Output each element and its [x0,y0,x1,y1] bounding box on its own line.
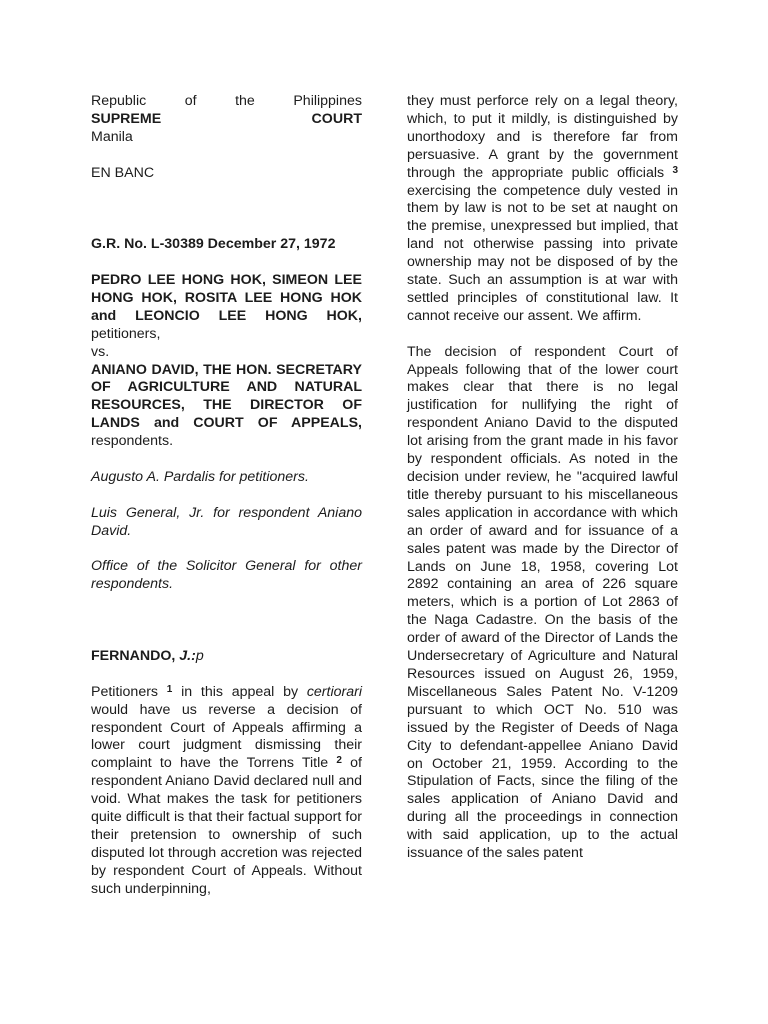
ponente-trail: p [195,647,204,664]
opinion-text: they must perforce rely on a legal theory, which, to put it mildly, is distinguished by unorthodoxy and is therefore far from persuasive. A grant by the government through the appropriate public officials [407,93,678,181]
left-column [91,93,362,899]
opinion-text: in this appeal by [172,683,307,700]
header-word: Republic [91,93,147,109]
right-column [407,93,678,863]
header-word: SUPREME [91,110,162,127]
petitioners-role: petitioners, [91,325,161,342]
header-word: COURT [311,110,362,127]
versus-label: vs. [91,343,110,360]
ponente-name: FERNANDO, [91,647,180,664]
petitioners-block [91,272,362,344]
opinion-text: of respondent Aniano David declared null and void. What makes the task for petitioners quite difficult is that their factual support for their pretension to ownership of such disputed lot through accretion was rejected by respondent Court of Appeals. Without such underpinning, [91,755,362,897]
footnote-1-link[interactable]: 1 [166,683,173,695]
respondents-block [91,362,362,452]
petitioners-names: PEDRO LEE HONG HOK, SIMEON LEE HONG HOK, ROSITA LEE HONG HOK and LEONCIO LEE HONG HOK, [91,271,362,324]
opinion-text: would have us reverse a decision of respondent Court of Appeals affirming a lower court judgment dismissing their complaint to have the Torrens Title [91,701,362,772]
header-manila: Manila [91,128,133,145]
header-word: the [235,93,255,109]
header-word: of [184,93,197,109]
header-supreme-court [91,111,362,129]
opinion-paragraph-2: The decision of respondent Court of Appeals following that of the lower court makes clear that there is no legal justification for nullifying the right of respondent Aniano David to the disputed lot arising from the grant made in his favor by respondent officials. As noted in the decision under review, he "acquired lawful title thereby pursuant to his miscellaneous sales application in accordance with which an order of award and for issuance of a sales patent was made by the Director of Lands on June 18, 1958, covering Lot 2892 containing an area of 226 square meters, which is a portion of Lot 2863 of the Naga Cadastre. On the basis of the order of award of the Director of Lands the Undersecretary of Agriculture and Natural Resources issued on August 26, 1959, Miscellaneous Sales Patent No. V-1209 pursuant to which OCT No. 510 was issued by the Register of Deeds of Naga City to defendant-appellee Aniano David on October 21, 1959. According to the Stipulation of Facts, since the filing of the sales application of Aniano David and during all the proceedings in connection with said application, up to the actual issuance of the sales patent [407,343,678,862]
header-republic [91,93,362,111]
header-word: Philippines [293,93,362,109]
opinion-paragraph-1 [91,684,362,899]
footnote-2-link[interactable]: 2 [336,755,342,767]
opinion-text: exercising the competence duly vested in them by law is not to be set at naught on the premise, unexpressed but implied, that land not otherwise passing into private ownership may not be disposed of by the state. Such an assumption is at war with settled principles of constitutional law. It cannot receive our assent. We affirm. [407,182,678,324]
respondents-role: respondents. [91,433,174,450]
division-label: EN BANC [91,164,155,181]
case-number-date: G.R. No. L-30389 December 27, 1972 [91,236,336,253]
opinion-paragraph-1-cont [407,93,678,326]
counsel-respondent-david: Luis General, Jr. for respondent Aniano David. [91,504,362,539]
footnote-3-link[interactable]: 3 [672,164,678,176]
counsel-petitioners: Augusto A. Pardalis for petitioners. [91,468,309,485]
ponente-suffix: J.: [179,647,196,664]
ponente-line [91,648,362,666]
opinion-text: Petitioners [91,683,167,700]
opinion-italic: certiorari [306,683,362,700]
respondents-names: ANIANO DAVID, THE HON. SECRETARY OF AGRICULTURE AND NATURAL RESOURCES, THE DIRECTOR OF LANDS and COURT OF APPEALS, [91,361,362,432]
counsel-solicitor-general: Office of the Solicitor General for other respondents. [91,558,362,593]
